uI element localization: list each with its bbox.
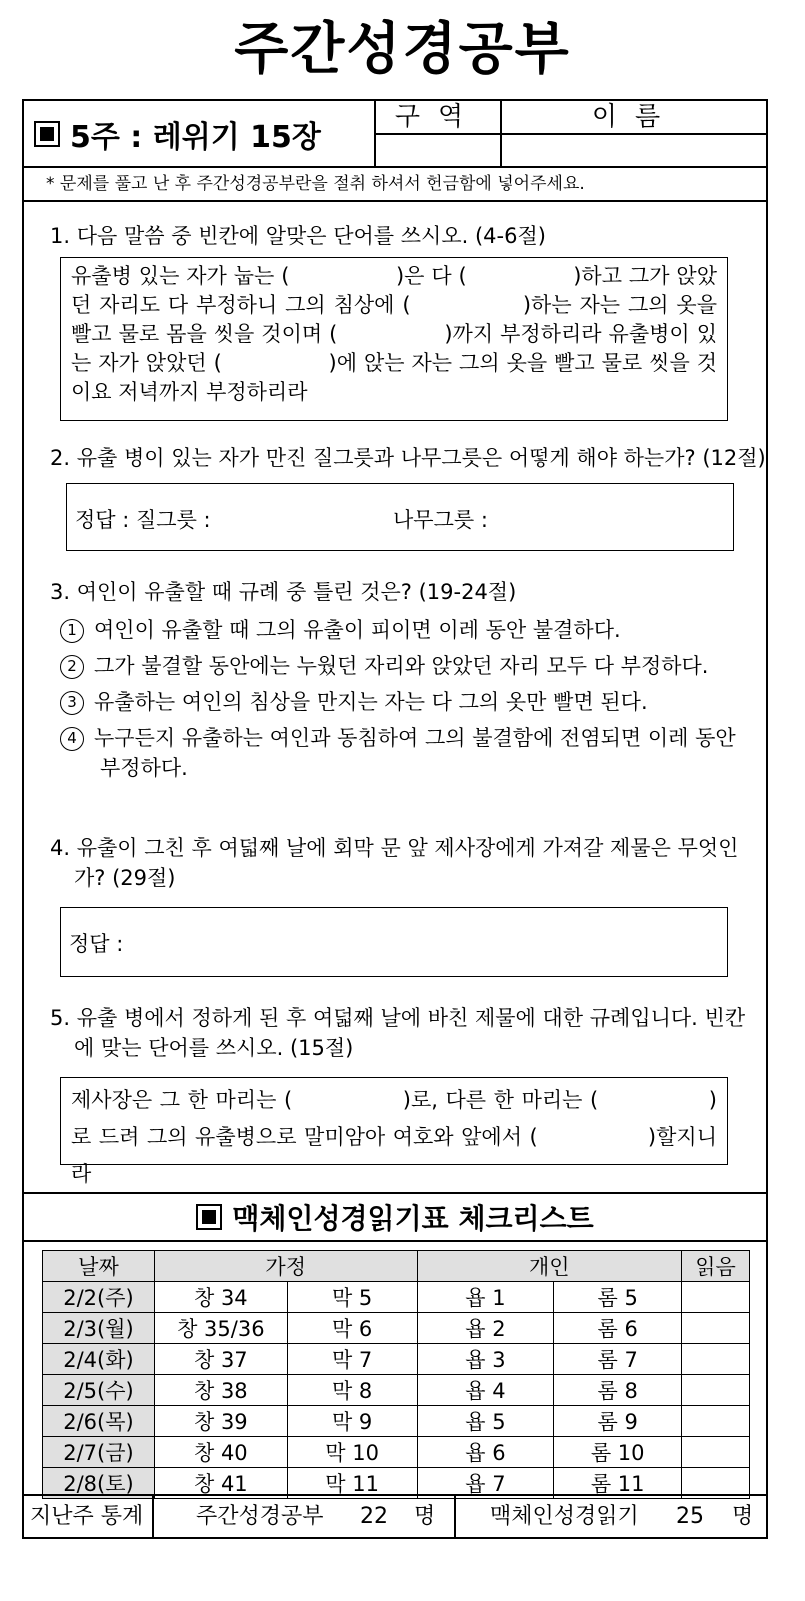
district-header: 구역 bbox=[394, 102, 482, 132]
checklist-title bbox=[24, 1194, 766, 1242]
question-3: 3. 여인이 유출할 때 규례 중 틀린 것은? (19-24절) bbox=[50, 580, 517, 604]
header-personal: 개인 bbox=[417, 1251, 682, 1282]
reading-cell: 롬 11 bbox=[554, 1468, 682, 1499]
q2-answer-label-wood: 나무그릇 : bbox=[393, 508, 488, 532]
district-name-grid bbox=[374, 101, 766, 166]
read-check-cell[interactable] bbox=[682, 1437, 750, 1468]
weekly-study-count: 22 bbox=[360, 1504, 388, 1529]
reading-cell: 창 41 bbox=[154, 1468, 287, 1499]
table-row bbox=[43, 1375, 750, 1406]
read-check-cell[interactable] bbox=[682, 1406, 750, 1437]
date-cell: 2/3(월) bbox=[43, 1313, 155, 1344]
name-input[interactable] bbox=[502, 135, 768, 166]
reading-cell: 욥 2 bbox=[417, 1313, 554, 1344]
weekly-study-unit: 명 bbox=[414, 1504, 436, 1529]
read-check-cell[interactable] bbox=[682, 1375, 750, 1406]
header-family: 가정 bbox=[154, 1251, 417, 1282]
week-title-text: 5주 : 레위기 15장 bbox=[70, 119, 321, 155]
square-bullet-icon bbox=[196, 1204, 222, 1230]
reading-cell: 롬 6 bbox=[554, 1313, 682, 1344]
divider bbox=[152, 1496, 154, 1539]
reading-cell: 막 7 bbox=[287, 1344, 417, 1375]
question-2: 2. 유출 병이 있는 자가 만진 질그릇과 나무그릇은 어떻게 해야 하는가? (12절) bbox=[50, 446, 766, 470]
week-title bbox=[24, 101, 374, 166]
read-check-cell[interactable] bbox=[682, 1282, 750, 1313]
reading-cell: 창 38 bbox=[154, 1375, 287, 1406]
q1-passage: 유출병 있는 자가 눕는 ( )은 다 ( )하고 그가 앉았던 자리도 다 부정하니 그의 침상에 ( )하는 자는 그의 옷을 빨고 물로 몸을 씻을 것이며 ( )까지 부정하리라 유출병이 있는 자가 앉았던 ( )에 앉는 자는 그의 옷을 빨고 물로 씻을 것이요 저녁까지 부정하리라 bbox=[71, 264, 717, 404]
option-text: 유출하는 여인의 침상을 만지는 자는 다 그의 옷만 빨면 된다. bbox=[94, 690, 648, 714]
header-date: 날짜 bbox=[43, 1251, 155, 1282]
checklist-title-text: 맥체인성경읽기표 체크리스트 bbox=[232, 1202, 594, 1235]
q3-option-3[interactable] bbox=[60, 687, 760, 717]
reading-cell: 막 11 bbox=[287, 1468, 417, 1499]
table-row bbox=[43, 1313, 750, 1344]
reading-cell: 욥 6 bbox=[417, 1437, 554, 1468]
reading-cell: 창 39 bbox=[154, 1406, 287, 1437]
option-number: 4 bbox=[60, 727, 84, 751]
q3-option-1[interactable] bbox=[60, 615, 760, 645]
q4-answer-box[interactable] bbox=[60, 907, 728, 977]
table-row bbox=[43, 1406, 750, 1437]
mccheyne-unit: 명 bbox=[732, 1504, 754, 1529]
reading-cell: 막 9 bbox=[287, 1406, 417, 1437]
q5-passage-box[interactable] bbox=[60, 1077, 728, 1186]
q4-answer-label: 정답 : bbox=[69, 932, 124, 956]
option-number: 1 bbox=[60, 619, 84, 643]
date-cell: 2/2(주) bbox=[43, 1282, 155, 1313]
district-input[interactable] bbox=[376, 135, 500, 166]
reading-cell: 욥 3 bbox=[417, 1344, 554, 1375]
instruction-notice: * 문제를 풀고 난 후 주간성경공부란을 절취 하셔서 헌금함에 넣어주세요. bbox=[24, 168, 766, 202]
reading-cell: 창 37 bbox=[154, 1344, 287, 1375]
option-number: 3 bbox=[60, 691, 84, 715]
reading-cell: 롬 10 bbox=[554, 1437, 682, 1468]
reading-cell: 롬 7 bbox=[554, 1344, 682, 1375]
reading-cell: 막 10 bbox=[287, 1437, 417, 1468]
reading-cell: 롬 9 bbox=[554, 1406, 682, 1437]
square-bullet-icon bbox=[34, 121, 60, 147]
option-text: 여인이 유출할 때 그의 유출이 피이면 이레 동안 불결하다. bbox=[94, 618, 621, 642]
worksheet-frame bbox=[22, 99, 768, 1539]
date-cell: 2/6(목) bbox=[43, 1406, 155, 1437]
date-cell: 2/7(금) bbox=[43, 1437, 155, 1468]
reading-cell: 욥 1 bbox=[417, 1282, 554, 1313]
mccheyne-count: 25 bbox=[676, 1504, 704, 1529]
worksheet-header bbox=[24, 101, 766, 168]
option-text: 누구든지 유출하는 여인과 동침하여 그의 불결함에 전염되면 이레 동안 부정하다. bbox=[94, 726, 736, 780]
date-cell: 2/8(토) bbox=[43, 1468, 155, 1499]
divider bbox=[454, 1496, 456, 1539]
name-header: 이름 bbox=[591, 102, 679, 132]
date-cell: 2/5(수) bbox=[43, 1375, 155, 1406]
option-number: 2 bbox=[60, 655, 84, 679]
reading-cell: 막 6 bbox=[287, 1313, 417, 1344]
weekly-study-label: 주간성경공부 bbox=[196, 1504, 324, 1529]
reading-cell: 욥 5 bbox=[417, 1406, 554, 1437]
reading-cell: 롬 5 bbox=[554, 1282, 682, 1313]
reading-cell: 욥 7 bbox=[417, 1468, 554, 1499]
page-title: 주간성경공부 bbox=[234, 17, 571, 82]
date-cell: 2/4(화) bbox=[43, 1344, 155, 1375]
read-check-cell[interactable] bbox=[682, 1344, 750, 1375]
question-4: 4. 유출이 그친 후 여덟째 날에 회막 문 앞 제사장에게 가져갈 제물은 무엇인가? (29절) bbox=[50, 836, 739, 890]
q3-option-4[interactable] bbox=[60, 723, 760, 783]
q2-answer-box[interactable] bbox=[66, 483, 734, 551]
table-header-row bbox=[43, 1251, 750, 1282]
reading-cell: 막 8 bbox=[287, 1375, 417, 1406]
reading-cell: 롬 8 bbox=[554, 1375, 682, 1406]
reading-cell: 창 40 bbox=[154, 1437, 287, 1468]
reading-cell: 창 34 bbox=[154, 1282, 287, 1313]
option-text: 그가 불결할 동안에는 누웠던 자리와 앉았던 자리 모두 다 부정하다. bbox=[94, 654, 709, 678]
table-row bbox=[43, 1282, 750, 1313]
q5-passage: 제사장은 그 한 마리는 ( )로, 다른 한 마리는 ( )로 드려 그의 유출병으로 말미암아 여호와 앞에서 ( )할지니라 bbox=[71, 1088, 717, 1186]
reading-cell: 욥 4 bbox=[417, 1375, 554, 1406]
stats-label: 지난주 통계 bbox=[30, 1504, 144, 1529]
question-5: 5. 유출 병에서 정하게 된 후 여덟째 날에 바친 제물에 대한 규례입니다. 빈칸에 맞는 단어를 쓰시오. (15절) bbox=[50, 1006, 746, 1060]
reading-cell: 창 35/36 bbox=[154, 1313, 287, 1344]
reading-cell: 막 5 bbox=[287, 1282, 417, 1313]
reading-checklist-table bbox=[42, 1250, 750, 1499]
header-read: 읽음 bbox=[682, 1251, 750, 1282]
q2-answer-label: 정답 : 질그릇 : bbox=[75, 508, 211, 532]
q3-option-2[interactable] bbox=[60, 651, 760, 681]
last-week-stats bbox=[24, 1494, 766, 1537]
mccheyne-label: 맥체인성경읽기 bbox=[490, 1504, 639, 1529]
q1-passage-box[interactable] bbox=[60, 257, 728, 421]
question-1: 1. 다음 말씀 중 빈칸에 알맞은 단어를 쓰시오. (4-6절) bbox=[50, 224, 546, 248]
read-check-cell[interactable] bbox=[682, 1313, 750, 1344]
table-row bbox=[43, 1437, 750, 1468]
table-row bbox=[43, 1344, 750, 1375]
